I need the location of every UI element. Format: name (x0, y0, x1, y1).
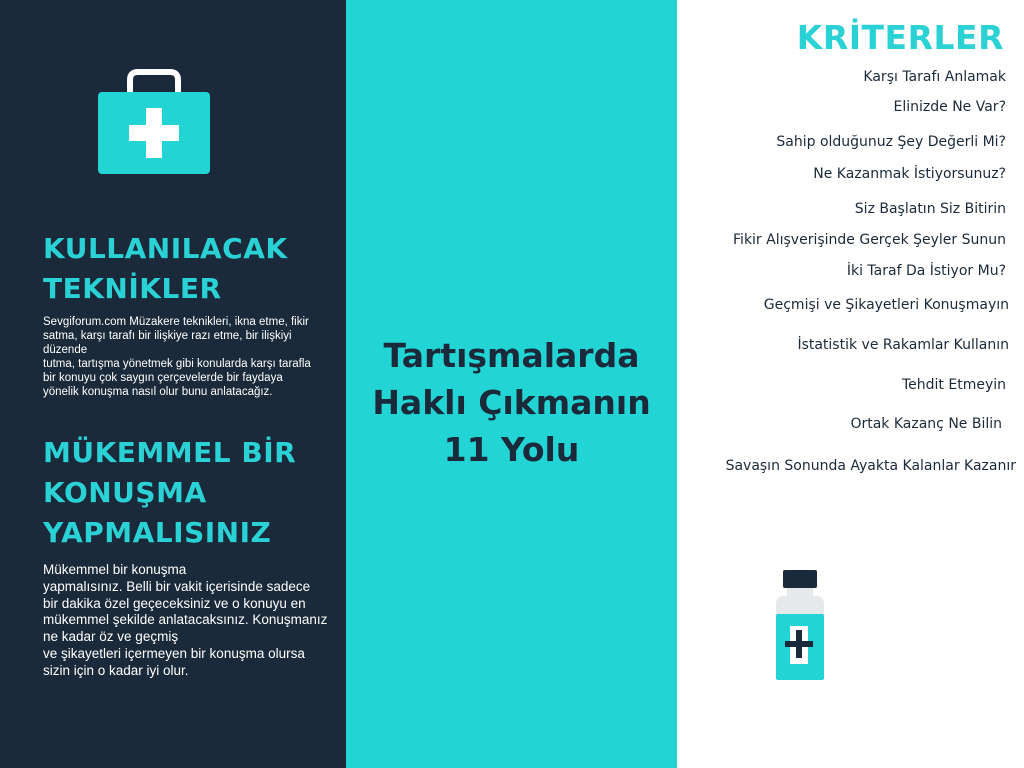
techniques-heading: KULLANILACAK TEKNİKLER (43, 232, 288, 305)
criteria-item: Ne Kazanmak İstiyorsunuz? (813, 166, 1006, 182)
criteria-item: Siz Başlatın Siz Bitirin (854, 201, 1006, 217)
criteria-item: Geçmişi ve Şikayetleri Konuşmayın (763, 297, 1009, 313)
criteria-item: İstatistik ve Rakamlar Kullanın (797, 337, 1009, 353)
criteria-item: Fikir Alışverişinde Gerçek Şeyler Sunun (733, 232, 1006, 248)
medicine-bottle-icon (770, 570, 830, 680)
criteria-item: Savaşın Sonunda Ayakta Kalanlar Kazanır (725, 458, 1016, 474)
criteria-item: Sahip olduğunuz Şey Değerli Mi? (776, 134, 1006, 150)
criteria-item: Tehdit Etmeyin (901, 377, 1006, 393)
criteria-item: İki Taraf Da İstiyor Mu? (846, 263, 1006, 279)
criteria-item: Ortak Kazanç Ne Bilin (850, 416, 1002, 432)
perfect-speech-heading: MÜKEMMEL BİR KONUŞMA YAPMALISINIZ (43, 436, 297, 549)
main-title: Tartışmalarda Haklı Çıkmanın 11 Yolu (372, 336, 651, 469)
criteria-item: Karşı Tarafı Anlamak (863, 69, 1006, 85)
techniques-paragraph: Sevgiforum.com Müzakere teknikleri, ikna etme, fikir satma, karşı tarafı bir ilişkiye razı etme, bir ilişkiyi düzende tutma, tartışma yönetmek gibi konularda karşı tarafla bir konuyu çok saygın çerçevelerde bir faydaya yönelik konuşma nasıl olur bunu anlatacağız. (43, 316, 311, 398)
criteria-title: KRİTERLER (796, 18, 1004, 57)
perfect-speech-paragraph: Mükemmel bir konuşma yapmalısınız. Belli bir vakit içerisinde sadece bir dakika özel geçeceksiniz ve o konuyu en mükemmel şekilde anlatacaksınız. Konuşmanız ne kadar öz ve geçmiş ve şikayetleri içermeyen bir konuşma olursa sizin için o kadar iyi olur. (43, 562, 328, 678)
criteria-item: Elinizde Ne Var? (893, 99, 1006, 115)
medical-kit-icon (98, 68, 210, 174)
